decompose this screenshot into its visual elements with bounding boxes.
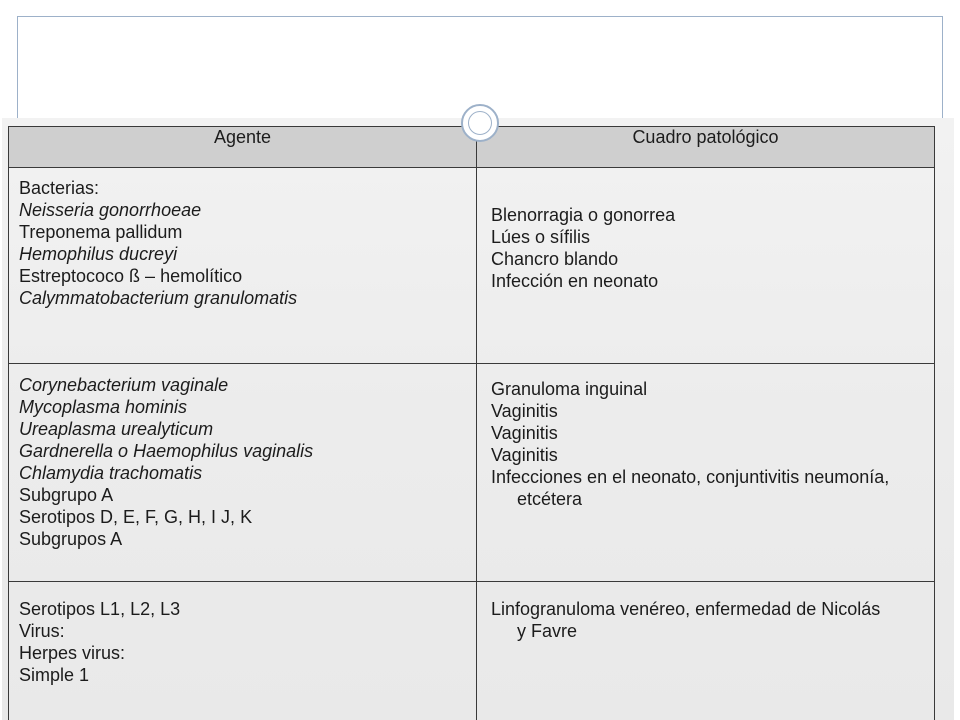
condition-line: Vaginitis <box>491 401 558 421</box>
agent-line: Subgrupos A <box>19 529 123 549</box>
scanned-page <box>2 118 954 720</box>
condition-line: y Favre <box>517 621 578 641</box>
agent-line: Gardnerella o Haemophilus vaginalis <box>19 441 314 461</box>
condition-line: Infecciones en el neonato, conjuntivitis neumonía, <box>491 467 890 487</box>
condition-line: etcétera <box>517 489 583 509</box>
agent-line: Corynebacterium vaginale <box>19 375 229 395</box>
agent-line: Virus: <box>19 621 65 641</box>
agent-cell <box>9 364 477 582</box>
condition-line: Vaginitis <box>491 445 558 465</box>
agent-line: Treponema pallidum <box>19 222 183 242</box>
condition-line: Chancro blando <box>491 249 619 269</box>
agent-line: Mycoplasma hominis <box>19 397 188 417</box>
table-row <box>9 364 935 582</box>
agent-line: Serotipos L1, L2, L3 <box>19 599 181 619</box>
agent-line: Neisseria gonorrhoeae <box>19 200 202 220</box>
agent-line: Serotipos D, E, F, G, H, I J, K <box>19 507 253 527</box>
header-agent: Agente <box>9 127 477 168</box>
condition-line: Linfogranuloma venéreo, enfermedad de Nicolás <box>491 599 881 619</box>
table-row <box>9 168 935 364</box>
condition-line: Infección en neonato <box>491 271 659 291</box>
condition-cell <box>477 582 935 720</box>
agent-line: Chlamydia trachomatis <box>19 463 203 483</box>
table-row <box>9 582 935 720</box>
pathology-table <box>8 126 935 720</box>
condition-line: Granuloma inguinal <box>491 379 648 399</box>
agent-line: Bacterias: <box>19 178 100 198</box>
condition-line: Vaginitis <box>491 423 558 443</box>
decorative-circle-icon <box>461 104 499 142</box>
condition-line: Blenorragia o gonorrea <box>491 205 676 225</box>
agent-line: Estreptococo ß – hemolítico <box>19 266 243 286</box>
agent-line: Ureaplasma urealyticum <box>19 419 214 439</box>
agent-line: Hemophilus ducreyi <box>19 244 178 264</box>
agent-line: Herpes virus: <box>19 643 126 663</box>
condition-cell <box>477 364 935 582</box>
agent-cell <box>9 168 477 364</box>
agent-line: Calymmatobacterium granulomatis <box>19 288 298 308</box>
condition-line: Lúes o sífilis <box>491 227 591 247</box>
header-condition: Cuadro patológico <box>477 127 935 168</box>
agent-line: Simple 1 <box>19 665 90 685</box>
agent-line: Subgrupo A <box>19 485 114 505</box>
condition-cell <box>477 168 935 364</box>
agent-cell <box>9 582 477 720</box>
